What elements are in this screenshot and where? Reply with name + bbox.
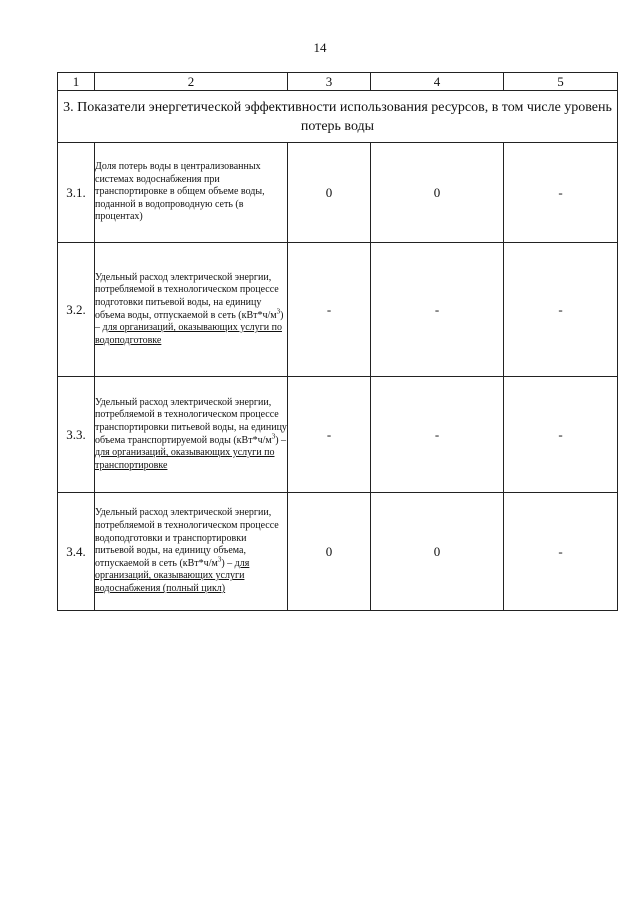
superscript: 3 bbox=[271, 432, 276, 441]
header-col-5: 5 bbox=[504, 73, 618, 91]
row-description-text: Удельный расход электрической энергии, потребляемой в технологическом процессе транспортировки питьевой воды, на единицу объема транспортируемой воды (кВт*ч/м bbox=[95, 396, 287, 446]
row-description-sep: ) – bbox=[275, 434, 287, 446]
row-description-underlined: для организаций, оказывающих услуги водоснабжения (полный цикл) bbox=[95, 557, 250, 594]
section-title: 3. Показатели энергетической эффективности использования ресурсов, в том числе уровень потерь воды bbox=[58, 91, 618, 143]
row-value-col3: 0 bbox=[288, 143, 371, 243]
row-number: 3.2. bbox=[58, 243, 95, 377]
row-description bbox=[95, 377, 288, 493]
superscript: 3 bbox=[276, 307, 281, 316]
row-description bbox=[95, 493, 288, 611]
header-col-4: 4 bbox=[371, 73, 504, 91]
row-description-text: Удельный расход электрической энергии, потребляемой в технологическом процессе подготовки питьевой воды, на единицу объема воды, отпускаемой в сеть (кВт*ч/м bbox=[95, 271, 279, 321]
row-number: 3.1. bbox=[58, 143, 95, 243]
row-description-underlined: для организаций, оказывающих услуги по транспортировке bbox=[95, 447, 275, 471]
row-value-col3: - bbox=[288, 377, 371, 493]
header-col-2: 2 bbox=[95, 73, 288, 91]
row-description-underlined: для организаций, оказывающих услуги по водоподготовке bbox=[95, 322, 282, 346]
row-description-text: Удельный расход электрической энергии, потребляемой в технологическом процессе водоподготовки и транспортировки питьевой воды, на единицу объема, отпускаемой в сеть (кВт*ч/м bbox=[95, 507, 279, 569]
row-value-col4: 0 bbox=[371, 143, 504, 243]
row-number: 3.3. bbox=[58, 377, 95, 493]
row-description-sep: ) – bbox=[95, 309, 284, 334]
header-col-1: 1 bbox=[58, 73, 95, 91]
header-col-3: 3 bbox=[288, 73, 371, 91]
table-row bbox=[58, 243, 618, 377]
table-row bbox=[58, 143, 618, 243]
row-value-col4: - bbox=[371, 377, 504, 493]
row-value-col3: - bbox=[288, 243, 371, 377]
row-value-col5: - bbox=[504, 377, 618, 493]
row-description bbox=[95, 243, 288, 377]
row-number: 3.4. bbox=[58, 493, 95, 611]
row-value-col4: 0 bbox=[371, 493, 504, 611]
row-value-col5: - bbox=[504, 493, 618, 611]
row-value-col4: - bbox=[371, 243, 504, 377]
superscript: 3 bbox=[217, 555, 222, 564]
row-description: Доля потерь воды в централизованных системах водоснабжения при транспортировке в общем объеме воды, поданной в водопроводную сеть (в процентах) bbox=[95, 143, 288, 243]
table-row bbox=[58, 493, 618, 611]
row-value-col5: - bbox=[504, 243, 618, 377]
indicators-table bbox=[57, 72, 618, 611]
row-description-sep: ) – bbox=[221, 557, 235, 569]
section-row bbox=[58, 91, 618, 143]
row-value-col3: 0 bbox=[288, 493, 371, 611]
header-row bbox=[58, 73, 618, 91]
table-row bbox=[58, 377, 618, 493]
row-value-col5: - bbox=[504, 143, 618, 243]
page-number: 14 bbox=[313, 40, 327, 55]
